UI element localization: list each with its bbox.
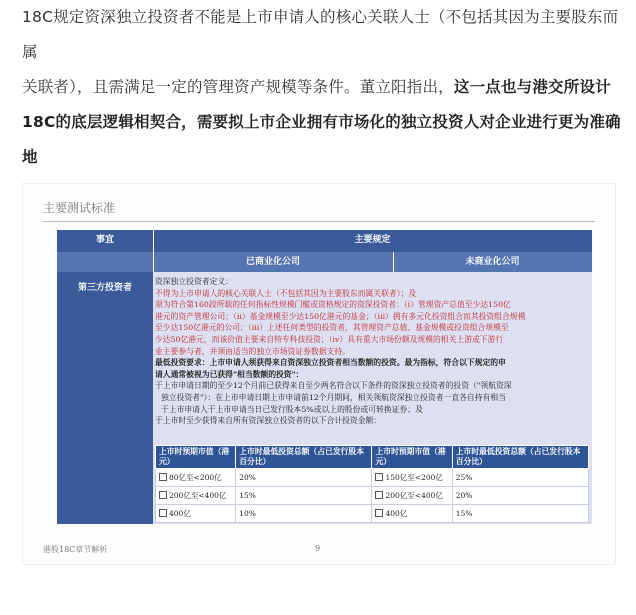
rules-content-line: 少达50亿港元，而该价值主要来自特专科技投资；（iv）具有重大市场份额及规模的相关上游或下游行 xyxy=(155,334,504,344)
document-heading: 主要测试标准 xyxy=(43,201,116,215)
threshold-cell xyxy=(372,487,452,505)
rules-content-line: 须为符合第160段所载的任何指标性规模门槛或资格规定的资深投资者：（i）管理资产总值至少达150亿 xyxy=(155,300,511,310)
header-main-rules: 主要规定 xyxy=(354,235,391,245)
row-label-third-party: 第三方投资者 xyxy=(57,272,153,524)
subheader-precommercial: 未商业化公司 xyxy=(465,257,520,267)
rules-content-line: 于上市申请日期的至少12个月前已获得来自至少两名符合以下条件的资深独立投资者的投资（"领航资深 xyxy=(155,381,512,391)
threshold-cell-text: 15% xyxy=(455,509,473,518)
subheader-divider xyxy=(153,252,154,272)
threshold-cell xyxy=(452,505,588,523)
threshold-cell-text: 25% xyxy=(455,473,473,482)
threshold-row xyxy=(156,469,589,487)
threshold-cell xyxy=(156,469,236,487)
threshold-row xyxy=(156,505,589,523)
rules-content-line: 至少达150亿港元的公司；（iii）上述任何类型的投资者，其管理资产总值、基金规模或投资组合规模至 xyxy=(155,323,509,333)
threshold-cell xyxy=(372,505,452,523)
rules-content-line: 不得为上市申请人的核心关联人士（不包括其因为主要股东而属关联者）；及 xyxy=(155,288,417,298)
threshold-cell-text: 20% xyxy=(455,491,473,500)
threshold-cell xyxy=(236,505,372,523)
threshold-cell-text: 200亿至<400亿 xyxy=(169,491,227,500)
rules-content-line: 最低投资要求：上市申请人须获得来自资深独立投资者相当数额的投资。最为指标，符合以下规定的申 xyxy=(155,358,506,368)
rules-content-line: 港元的资产管理公司；（ii）基金规模至少达150亿港元的基金；（iii）拥有多元化投资组合而其投资组合规模 xyxy=(155,311,526,321)
document-screenshot xyxy=(22,183,616,565)
subheader-divider xyxy=(393,252,394,272)
threshold-cell-text: 200亿至<400亿 xyxy=(385,491,443,500)
checkbox-icon xyxy=(159,509,167,517)
rules-content-line: 业主要参与者，并须由适当的独立市场资证券数据支持。 xyxy=(155,346,350,356)
threshold-header-cell: 上市时预期市值（港元） xyxy=(156,446,236,469)
header-matter: 事宜 xyxy=(95,235,114,245)
threshold-header-cell: 上市时最低投资总额（占已发行股本百分比） xyxy=(236,446,372,469)
threshold-header-cell: 上市时最低投资总额（占已发行股本百分比） xyxy=(452,446,588,469)
article-line: 18C的底层逻辑相契合，需要拟上市企业拥有市场化的独立投资人对企业进行更为准确地 xyxy=(22,113,621,166)
article-line: 关联者），且需满足一定的管理资产规模等条件。董立阳指出，这一点也与港交所设计 xyxy=(22,78,611,96)
threshold-cell xyxy=(156,487,236,505)
checkbox-icon xyxy=(159,491,167,499)
threshold-cell-text: 10% xyxy=(239,509,256,518)
heading-divider xyxy=(43,221,595,222)
checkbox-icon xyxy=(375,509,383,517)
rules-content-line: 请人通常被视为已获得"相当数额的投资"： xyxy=(155,369,304,379)
rules-content-line: 资深独立投资者定义： xyxy=(155,277,233,286)
article-text xyxy=(22,0,622,210)
rules-table xyxy=(57,230,592,524)
threshold-cell-text: 20% xyxy=(239,473,256,482)
rules-content-line: 于上市申请人于上市申请当日已发行股本5%或以上的股份或可转换证券；及 xyxy=(161,404,423,414)
threshold-cell xyxy=(452,487,588,505)
threshold-header-row xyxy=(156,446,589,469)
threshold-header-cell: 上市时预期市值（港元） xyxy=(372,446,452,469)
checkbox-icon xyxy=(159,473,167,481)
rules-content xyxy=(155,276,589,427)
header-divider xyxy=(153,230,154,252)
subheader-commercial: 已商业化公司 xyxy=(245,257,300,267)
threshold-cell-text: 80亿至<200亿 xyxy=(169,473,222,482)
threshold-cell-text: 400亿 xyxy=(385,509,408,518)
rules-content-line: 独立投资者"）：在上市申请日期上市申请前12个月期间，相关领航资深独立投资者一直各自持有相当 xyxy=(161,392,506,402)
threshold-cell xyxy=(236,469,372,487)
threshold-cell-text: 15% xyxy=(239,491,256,500)
threshold-row xyxy=(156,487,589,505)
checkbox-icon xyxy=(375,473,383,481)
table-subheader-row xyxy=(57,252,592,272)
table-header-row xyxy=(57,230,592,252)
page-number: 9 xyxy=(315,544,321,553)
threshold-cell-text: 150亿至<200亿 xyxy=(385,473,443,482)
threshold-cell xyxy=(236,487,372,505)
threshold-cell xyxy=(372,469,452,487)
rules-content-line: 于上市时至少获得来自所有资深独立投资者的以下合计投资金额： xyxy=(155,416,382,426)
article-line: 18C规定资深独立投资者不能是上市申请人的核心关联人士（不包括其因为主要股东而属 xyxy=(22,8,619,61)
threshold-cell xyxy=(156,505,236,523)
threshold-cell xyxy=(452,469,588,487)
checkbox-icon xyxy=(375,491,383,499)
investment-threshold-table xyxy=(155,445,589,523)
threshold-cell-text: 400亿 xyxy=(169,509,191,518)
document-footer: 港股18C章节解析 xyxy=(43,545,108,554)
